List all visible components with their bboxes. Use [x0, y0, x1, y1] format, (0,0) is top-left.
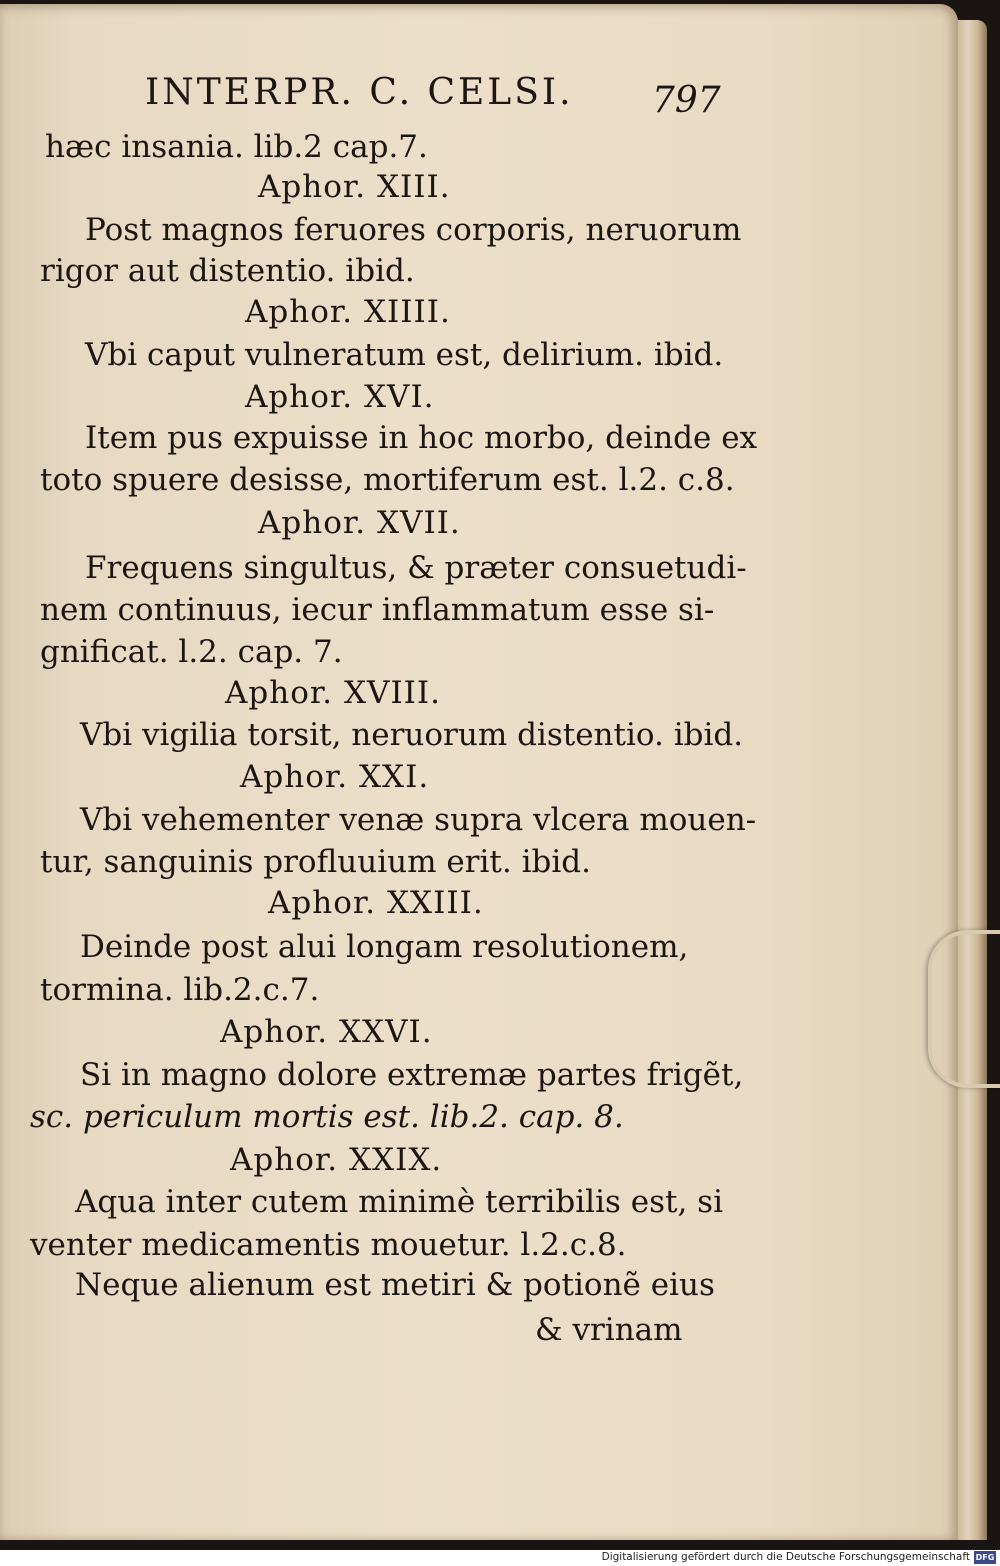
dfg-logo: DFG	[975, 1553, 995, 1562]
aphorism-heading: Aphor. XIIII.	[245, 294, 451, 330]
page-edge	[955, 20, 987, 1540]
text-line: Vbi caput vulneratum est, delirium. ibid.	[85, 337, 724, 373]
text-line: Aqua inter cutem minimè terribilis est, si	[75, 1184, 724, 1220]
aphorism-heading: Aphor. XVII.	[258, 505, 461, 541]
text-line: sc. periculum mortis est. lib.2. cap. 8.	[30, 1099, 624, 1135]
text-line: Vbi vigilia torsit, neruorum distentio. ibid.	[80, 717, 744, 753]
text-line: tormina. lib.2.c.7.	[40, 972, 320, 1008]
text-line: venter medicamentis mouetur. l.2.c.8.	[30, 1227, 627, 1263]
text-line: Vbi vehementer venæ supra vlcera mouen-	[80, 802, 757, 838]
text-line: tur, sanguinis profluuium erit. ibid.	[40, 844, 591, 880]
aphorism-heading: Aphor. XXVI.	[220, 1014, 433, 1050]
text-line: gnificat. l.2. cap. 7.	[40, 634, 343, 670]
aphorism-heading: Aphor. XIII.	[258, 169, 451, 205]
text-line: Deinde post alui longam resolutionem,	[80, 929, 689, 965]
page-number: 797	[652, 80, 721, 121]
text-line: Frequens singultus, & præter consuetudi-	[85, 550, 747, 586]
text-line: Neque alienum est metiri & potionẽ eius	[75, 1267, 715, 1303]
text-line: nem continuus, iecur inflammatum esse si-	[40, 592, 715, 628]
aphorism-heading: Aphor. XXIX.	[230, 1142, 443, 1178]
text-line: Item pus expuisse in hoc morbo, deinde ex	[85, 420, 758, 456]
aphorism-heading: Aphor. XXIII.	[268, 885, 484, 921]
aphorism-heading: Aphor. XVI.	[245, 379, 435, 415]
aphorism-heading: Aphor. XVIII.	[225, 675, 442, 711]
aphorism-heading: Aphor. XXI.	[240, 759, 430, 795]
funding-credit: Digitalisierung gefördert durch die Deutsche Forschungsgemeinschaft	[601, 1551, 970, 1563]
text-line: Post magnos feruores corporis, neruorum	[85, 212, 742, 248]
text-line: Si in magno dolore extremæ partes frigẽt,	[80, 1057, 744, 1093]
catchword: & vrinam	[535, 1312, 683, 1348]
text-line: toto spuere desisse, mortiferum est. l.2. c.8.	[40, 462, 735, 498]
text-line: rigor aut distentio. ibid.	[40, 253, 415, 289]
text-line: hæc insania. lib.2 cap.7.	[45, 129, 428, 165]
running-head: INTERPR. C. CELSI.	[145, 72, 574, 113]
